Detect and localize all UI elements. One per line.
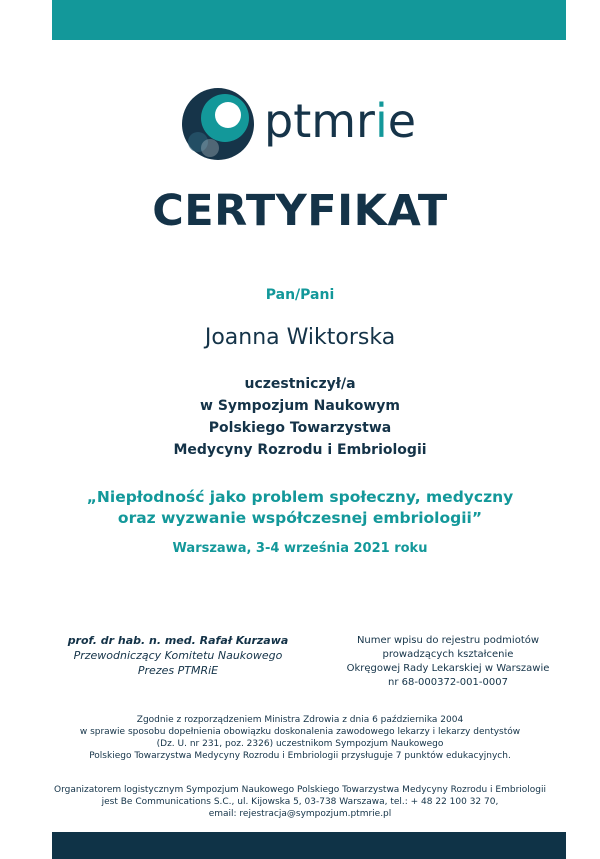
bottom-color-bar [52, 832, 566, 859]
participation-line: w Sympozjum Naukowym [200, 398, 400, 414]
legal-line: Zgodnie z rozporządzeniem Ministra Zdrowia z dnia 6 października 2004 [136, 715, 464, 725]
place-and-date: Warszawa, 3-4 września 2021 roku [172, 541, 428, 556]
organizer-line: Organizatorem logistycznym Sympozjum Naukowego Polskiego Towarzystwa Medycyny Rozrodu i Embriologii [53, 785, 547, 795]
certificate-title: CERTYFIKAT [152, 186, 448, 236]
organizer-notice [30, 784, 570, 820]
organizer-line: jest Be Communications S.C., ul. Kijowska 5, 03-738 Warszawa, tel.: + 48 22 100 32 70, [101, 797, 499, 807]
top-color-bar [52, 0, 566, 40]
registry-line: Numer wpisu do rejestru podmiotów [356, 635, 540, 646]
signer-block [58, 633, 298, 678]
participation-line: Polskiego Towarzystwa [208, 420, 392, 436]
registry-line: prowadzących kształcenie [382, 649, 514, 660]
registry-block [318, 634, 578, 690]
signer-role: Przewodniczący Komitetu Naukowego [73, 649, 283, 662]
participant-name: Joanna Wiktorska [204, 325, 396, 350]
registry-line: nr 68-000372-001-0007 [388, 677, 508, 688]
legal-line: w sprawie sposobu dopełnienia obowiązku doskonalenia zawodowego lekarzy i lekarzy dentystów [79, 727, 521, 737]
logo-wordmark: ptmrie [264, 94, 417, 148]
legal-line: (Dz. U. nr 231, poz. 2326) uczestnikom Sympozjum Naukowego [156, 739, 444, 749]
topic-line: oraz wyzwanie współczesnej embriologii” [117, 509, 483, 527]
registry-line: Okręgowej Rady Lekarskiej w Warszawie [346, 663, 550, 674]
participation-line: uczestniczył/a [244, 376, 356, 392]
organizer-line: email: rejestracja@sympozjum.ptmrie.pl [208, 809, 392, 819]
participation-statement [0, 373, 600, 461]
legal-notice [40, 714, 560, 762]
signer-role: Prezes PTMRiE [137, 664, 219, 677]
symposium-topic [0, 487, 600, 529]
participation-line: Medycyny Rozrodu i Embriologii [173, 442, 427, 458]
topic-line: „Niepłodność jako problem społeczny, medyczny [86, 488, 514, 506]
signer-name: prof. dr hab. n. med. Rafał Kurzawa [67, 634, 289, 647]
ptmrie-logo-icon [180, 86, 256, 162]
salutation: Pan/Pani [265, 287, 335, 303]
legal-line: Polskiego Towarzystwa Medycyny Rozrodu i Embriologii przysługuje 7 punktów edukacyjnych. [89, 751, 511, 761]
ptmrie-logo [180, 86, 440, 162]
